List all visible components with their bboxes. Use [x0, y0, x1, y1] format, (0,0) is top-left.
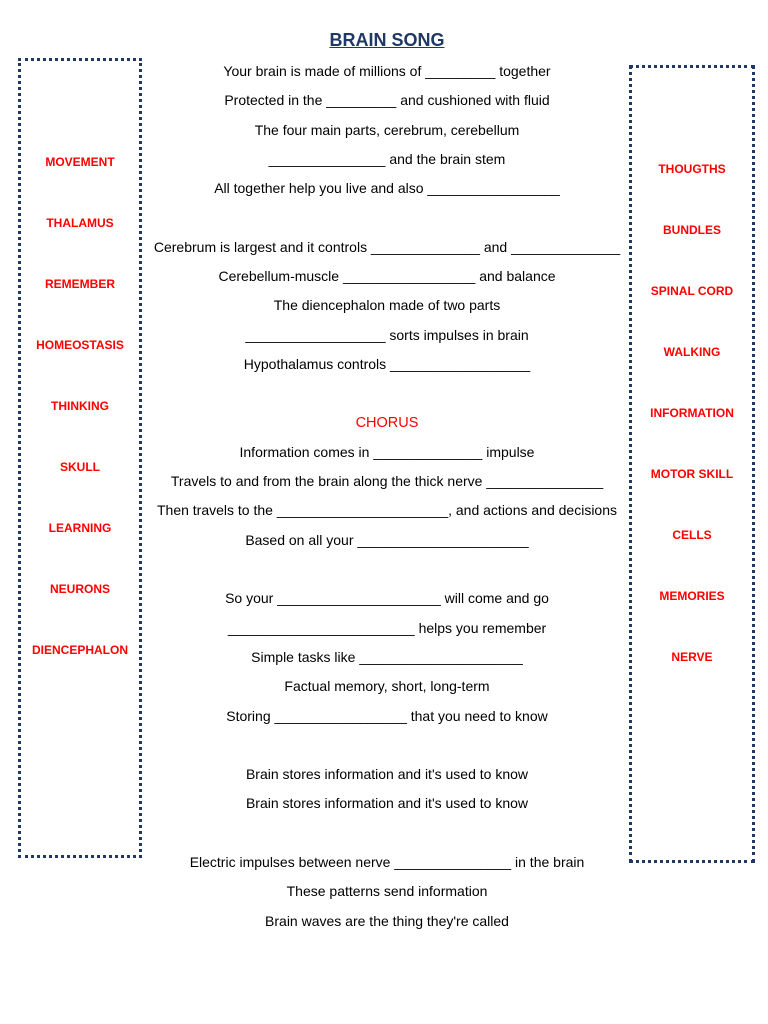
word-bank-item: NEURONS: [49, 582, 110, 596]
word-bank-right: [631, 139, 753, 688]
lyric-line: The diencephalon made of two parts: [273, 297, 501, 314]
lyric-line: Factual memory, short, long-term: [284, 678, 490, 695]
word-bank-item: BUNDLES: [662, 223, 721, 237]
word-bank-item: INFORMATION: [650, 406, 734, 420]
lyric-line: All together help you live and also _________________: [214, 180, 560, 197]
lyric-line: Protected in the _________ and cushioned with fluid: [224, 92, 550, 109]
word-bank-item: THINKING: [51, 399, 109, 413]
word-bank-item: MOTOR SKILL: [650, 467, 734, 481]
word-bank-item: NERVE: [671, 650, 713, 664]
lyric-line: Storing _________________ that you need to know: [226, 707, 548, 724]
lyric-line: Your brain is made of millions of _________ together: [223, 63, 551, 79]
song-lyrics: [145, 57, 629, 965]
lyric-line: Then travels to the ______________________, and actions and decisions: [156, 502, 618, 519]
lyric-line: ________________________ helps you remember: [227, 619, 547, 636]
word-bank-item: REMEMBER: [44, 277, 115, 291]
lyric-line: Electric impulses between nerve _______________ in the brain: [189, 854, 585, 871]
lyric-line: Brain stores information and it's used to know: [245, 766, 529, 783]
stanza-5: [145, 848, 629, 936]
lyric-line: __________________ sorts impulses in brain: [245, 326, 529, 343]
page-title: BRAIN SONG: [329, 30, 445, 50]
stanza-3: [145, 584, 629, 730]
lyric-line: Travels to and from the brain along the thick nerve _______________: [170, 473, 604, 490]
word-bank-item: MEMORIES: [659, 589, 725, 603]
lyric-line: Cerebrum is largest and it controls ______________ and ______________: [153, 238, 621, 255]
lyric-line: These patterns send information: [286, 883, 488, 900]
chorus: [145, 409, 629, 555]
word-bank-item: SKULL: [60, 460, 100, 474]
lyric-line: Brain stores information and it's used to know: [245, 795, 529, 812]
word-bank-item: HOMEOSTASIS: [36, 338, 124, 352]
word-bank-item: SPINAL CORD: [650, 284, 734, 298]
word-bank-left: [19, 132, 141, 681]
lyric-line: Brain waves are the thing they're called: [265, 912, 509, 929]
lyric-line: Information comes in ______________ impulse: [239, 443, 535, 460]
word-bank-item: DIENCEPHALON: [31, 643, 128, 657]
lyric-line: Hypothalamus controls __________________: [243, 355, 531, 372]
lyric-line: _______________ and the brain stem: [268, 150, 506, 167]
stanza-1: [145, 57, 629, 203]
lyric-line: The four main parts, cerebrum, cerebellum: [254, 121, 520, 138]
lyric-line: Simple tasks like _____________________: [251, 648, 523, 665]
lyric-line: Cerebellum-muscle _________________ and balance: [218, 268, 556, 285]
chorus-heading: CHORUS: [355, 414, 419, 431]
word-bank-item: MOVEMENT: [45, 155, 115, 169]
word-bank-item: THALAMUS: [46, 216, 114, 230]
word-bank-item: WALKING: [663, 345, 721, 359]
word-bank-item: LEARNING: [48, 521, 112, 535]
lyric-line: Based on all your ______________________: [245, 531, 529, 548]
stanza-2: [145, 233, 629, 379]
word-bank-item: CELLS: [672, 528, 712, 542]
lyric-line: So your _____________________ will come and go: [225, 590, 549, 607]
stanza-4: [145, 760, 629, 819]
word-bank-item: THOUGTHS: [658, 162, 726, 176]
